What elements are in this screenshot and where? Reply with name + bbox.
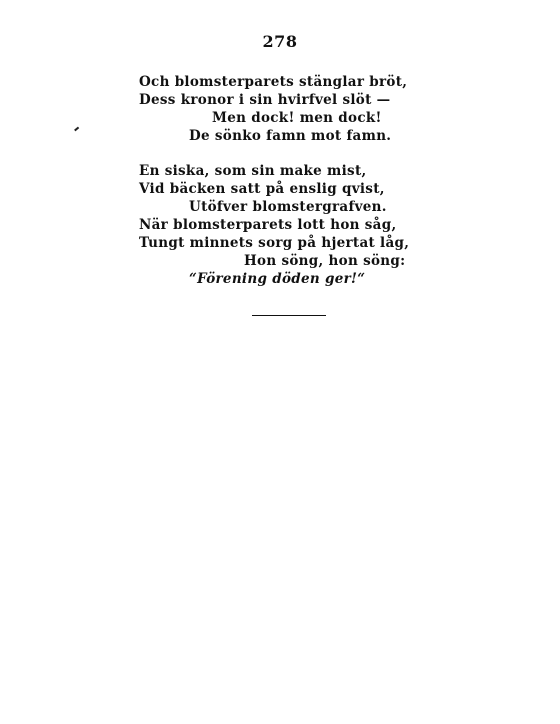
poem-line: Utöfver blomstergrafven. bbox=[189, 199, 387, 215]
poem-line-quote: “Förening döden ger!“ bbox=[189, 271, 366, 287]
poem-line: När blomsterparets lott hon såg, bbox=[139, 217, 397, 233]
poem-line: Och blomsterparets stänglar bröt, bbox=[139, 74, 408, 90]
page-number: 278 bbox=[262, 32, 298, 51]
stray-ink-mark bbox=[74, 127, 79, 131]
poem-line: Vid bäcken satt på enslig qvist, bbox=[139, 181, 385, 197]
poem-line: Men dock! men dock! bbox=[212, 110, 382, 126]
poem-line: En siska, som sin make mist, bbox=[139, 163, 367, 179]
poem-line: Dess kronor i sin hvirfvel slöt — bbox=[139, 92, 391, 108]
poem-line: De sönko famn mot famn. bbox=[189, 128, 392, 144]
poem-line: Hon söng, hon söng: bbox=[244, 253, 406, 269]
end-rule bbox=[252, 315, 326, 316]
poem-line: Tungt minnets sorg på hjertat låg, bbox=[139, 235, 410, 251]
